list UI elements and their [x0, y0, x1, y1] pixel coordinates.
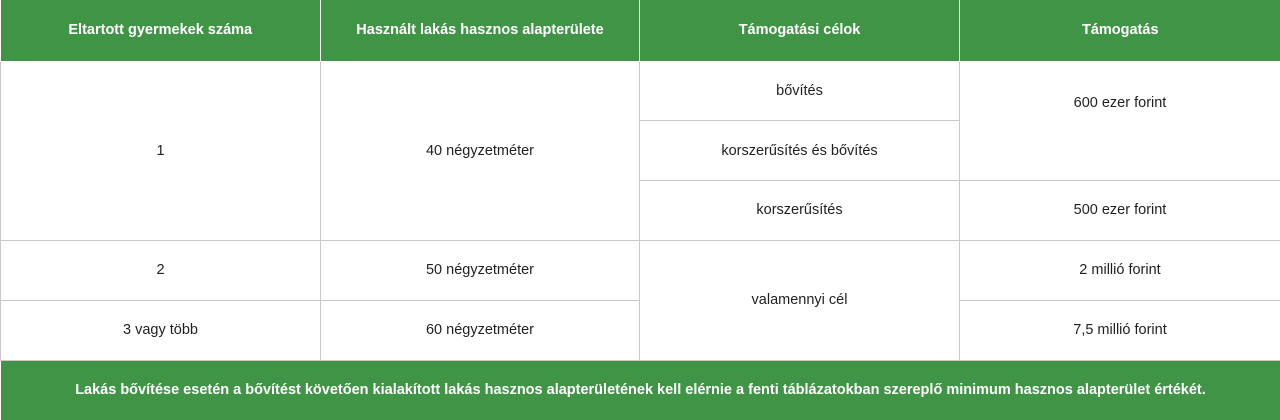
support-amount-cell: 7,5 millió forint — [960, 300, 1280, 360]
header-floor-area: Használt lakás hasznos alapterülete — [321, 0, 640, 61]
table-footer — [1, 360, 1280, 420]
footer-note: Lakás bővítése esetén a bővítést követően kialakított lakás hasznos alapterületének kell elérnie a fenti táblázatokban szereplő minimum hasznos alapterület értékét. — [1, 360, 1280, 420]
support-goal-cell: korszerűsítés és bővítés — [640, 121, 960, 181]
floor-area-cell: 60 négyzetméter — [321, 300, 640, 360]
children-count-cell: 2 — [1, 240, 321, 300]
support-goal-cell: korszerűsítés — [640, 181, 960, 241]
support-amount-cell: 600 ezer forint — [960, 61, 1280, 181]
header-children-count: Eltartott gyermekek száma — [1, 0, 321, 61]
support-goal-cell: bővítés — [640, 61, 960, 121]
header-row — [1, 0, 1280, 61]
support-amount-cell: 500 ezer forint — [960, 181, 1280, 241]
footer-row — [1, 360, 1280, 420]
table-body — [1, 61, 1280, 360]
table-header — [1, 0, 1280, 61]
children-count-cell: 1 — [1, 61, 321, 240]
table-row — [1, 61, 1280, 121]
children-count-cell: 3 vagy több — [1, 300, 321, 360]
support-amount-cell: 2 millió forint — [960, 240, 1280, 300]
header-support-goals: Támogatási célok — [640, 0, 960, 61]
floor-area-cell: 50 négyzetméter — [321, 240, 640, 300]
table-row — [1, 240, 1280, 300]
support-goal-cell: valamennyi cél — [640, 240, 960, 360]
floor-area-cell: 40 négyzetméter — [321, 61, 640, 240]
header-support-amount: Támogatás — [960, 0, 1280, 61]
